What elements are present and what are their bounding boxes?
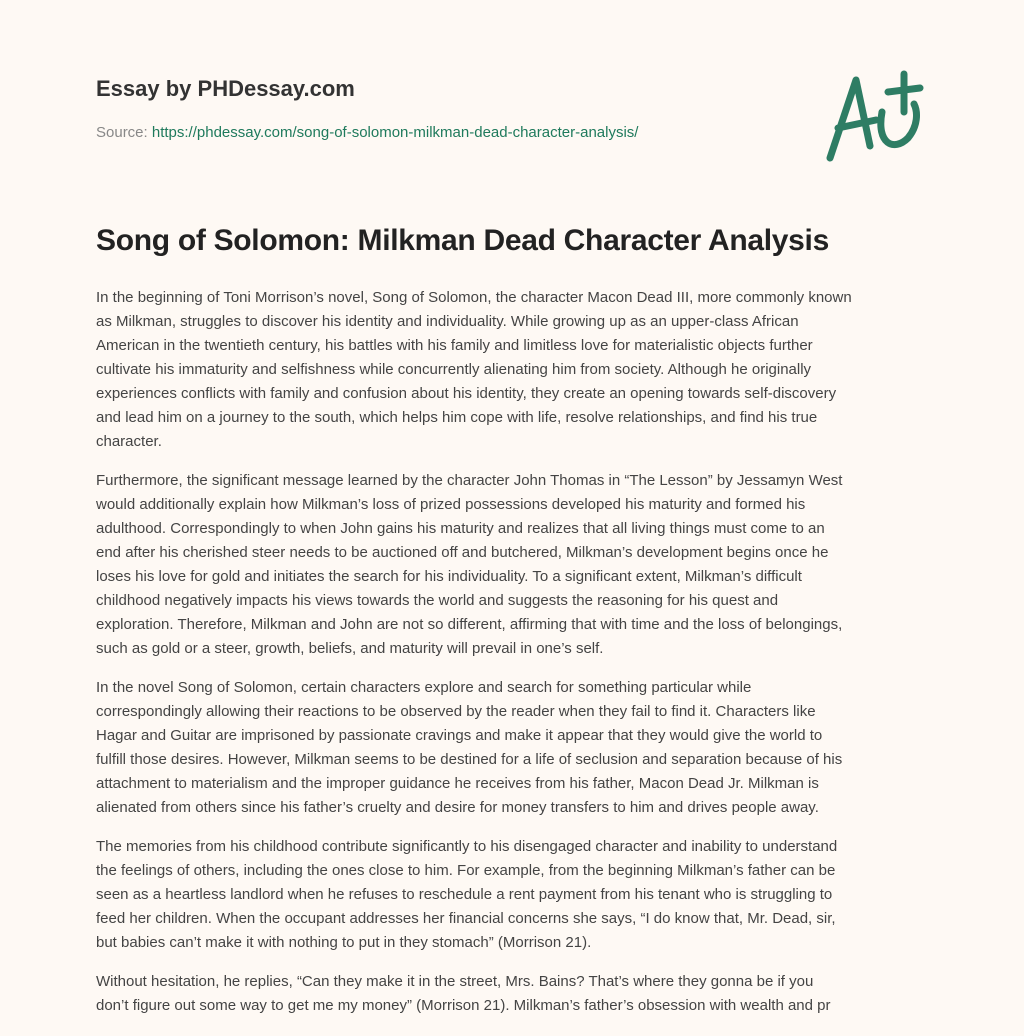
paragraph-line: Without hesitation, he replies, “Can they make it in the street, Mrs. Bains? That’s where they gonna be if you	[96, 973, 814, 990]
paragraph-line: as Milkman, struggles to discover his identity and individuality. While growing up as an upper-class African	[96, 313, 799, 330]
paragraph-line: correspondingly allowing their reactions to be observed by the reader when they fail to find it. Characters like	[96, 703, 816, 720]
source-label: Source:	[96, 124, 148, 141]
paragraph-line: loses his love for gold and initiates the search for his individuality. To a significant extent, Milkman’s difficult	[96, 568, 802, 585]
source-link[interactable]: https://phdessay.com/song-of-solomon-milkman-dead-character-analysis/	[151, 124, 639, 141]
a-plus-logo-icon	[818, 66, 928, 166]
paragraph-line: The memories from his childhood contribute significantly to his disengaged character and inability to understand	[96, 838, 838, 855]
paragraph-line: and lead him on a journey to the south, which helps him cope with life, resolve relationships, and find his true	[96, 409, 818, 426]
paragraph-line: attachment to materialism and the improper guidance he receives from his father, Macon Dead Jr. Milkman is	[96, 775, 819, 792]
paragraph-line: feed her children. When the occupant addresses her financial concerns she says, “I do know that, Mr. Dead, sir,	[96, 910, 836, 927]
paragraph-line: In the novel Song of Solomon, certain characters explore and search for something particular while	[96, 679, 752, 696]
essay-body	[96, 286, 946, 1033]
essay-paragraph	[96, 469, 946, 661]
paragraph-line: fulfill those desires. However, Milkman seems to be destined for a life of seclusion and separation because of his	[96, 751, 843, 768]
paragraph-line: character.	[96, 433, 162, 450]
paragraph-line: such as gold or a steer, growth, beliefs, and maturity will prevail in one’s self.	[96, 640, 604, 657]
source-line	[96, 124, 638, 141]
paragraph-line: childhood negatively impacts his views towards the world and suggests the reasoning for his quest and	[96, 592, 779, 609]
brand-title: Essay by PHDessay.com	[96, 76, 355, 101]
essay-paragraph	[96, 286, 946, 454]
paragraph-line: would additionally explain how Milkman’s loss of prized possessions developed his maturity and formed his	[96, 496, 806, 513]
paragraph-line: cultivate his immaturity and selfishness while concurrently alienating him from society. Although he originally	[96, 361, 812, 378]
essay-paragraph	[96, 970, 946, 1018]
paragraph-line: adulthood. Correspondingly to when John gains his maturity and realizes that all living things must come to an	[96, 520, 825, 537]
paragraph-line: end after his cherished steer needs to be auctioned off and butchered, Milkman’s development begins once he	[96, 544, 829, 561]
paragraph-line: don’t figure out some way to get me my money” (Morrison 21). Milkman’s father’s obsession with wealth and pr	[96, 997, 831, 1014]
essay-paragraph	[96, 676, 946, 820]
paragraph-line: alienated from others since his father’s cruelty and desire for money transfers to him and drives people away.	[96, 799, 819, 816]
essay-paragraph	[96, 835, 946, 955]
page-title: Song of Solomon: Milkman Dead Character Analysis	[96, 224, 829, 257]
paragraph-line: Furthermore, the significant message learned by the character John Thomas in “The Lesson” by Jessamyn West	[96, 472, 843, 489]
paragraph-line: seen as a heartless landlord when he refuses to reschedule a rent payment from his tenant who is struggling to	[96, 886, 833, 903]
paragraph-line: experiences conflicts with family and confusion about his identity, they create an opening towards self-discovery	[96, 385, 837, 402]
paragraph-line: exploration. Therefore, Milkman and John are not so different, affirming that with time and the loss of belongings,	[96, 616, 843, 633]
paragraph-line: Hagar and Guitar are imprisoned by passionate cravings and make it appear that they would give the world to	[96, 727, 823, 744]
paragraph-line: American in the twentieth century, his battles with his family and limitless love for materialistic objects further	[96, 337, 813, 354]
paragraph-line: but babies can’t make it with nothing to put in they stomach” (Morrison 21).	[96, 934, 592, 951]
paragraph-line: the feelings of others, including the ones close to him. For example, from the beginning Milkman’s father can be	[96, 862, 836, 879]
paragraph-line: In the beginning of Toni Morrison’s novel, Song of Solomon, the character Macon Dead III, more commonly known	[96, 289, 852, 306]
